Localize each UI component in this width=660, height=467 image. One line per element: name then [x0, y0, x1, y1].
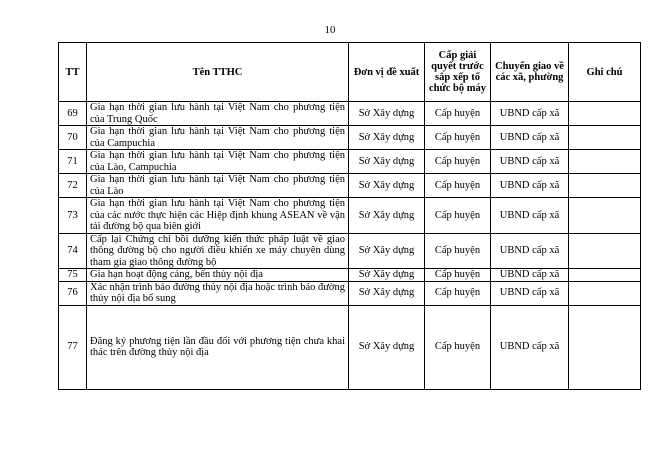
cell-tt: 74 [59, 233, 87, 269]
cell-level: Cấp huyện [425, 126, 491, 150]
cell-tt: 76 [59, 281, 87, 305]
cell-note [569, 281, 641, 305]
table-row [59, 126, 641, 150]
cell-name: Xác nhận trình báo đường thủy nội địa hoặc trình báo đường thủy nội địa bổ sung [87, 281, 349, 305]
cell-transfer: UBND cấp xã [491, 102, 569, 126]
header-tt: TT [59, 43, 87, 102]
cell-unit: Sở Xây dựng [349, 198, 425, 234]
cell-tt: 77 [59, 305, 87, 389]
cell-note [569, 233, 641, 269]
cell-note [569, 150, 641, 174]
cell-note [569, 174, 641, 198]
cell-tt: 75 [59, 269, 87, 282]
cell-unit: Sở Xây dựng [349, 126, 425, 150]
cell-tt: 71 [59, 150, 87, 174]
cell-unit: Sở Xây dựng [349, 305, 425, 389]
cell-level: Cấp huyện [425, 281, 491, 305]
cell-transfer: UBND cấp xã [491, 198, 569, 234]
cell-unit: Sở Xây dựng [349, 281, 425, 305]
table-row [59, 174, 641, 198]
table-row [59, 233, 641, 269]
header-transfer: Chuyển giao về các xã, phường [491, 43, 569, 102]
table-row [59, 102, 641, 126]
cell-level: Cấp huyện [425, 233, 491, 269]
header-unit: Đơn vị đề xuất [349, 43, 425, 102]
table-row [59, 281, 641, 305]
header-note: Ghi chú [569, 43, 641, 102]
table-row [59, 305, 641, 389]
cell-transfer: UBND cấp xã [491, 174, 569, 198]
cell-tt: 72 [59, 174, 87, 198]
cell-transfer: UBND cấp xã [491, 269, 569, 282]
cell-tt: 69 [59, 102, 87, 126]
table-row [59, 269, 641, 282]
cell-level: Cấp huyện [425, 305, 491, 389]
cell-transfer: UBND cấp xã [491, 150, 569, 174]
cell-name: Gia hạn hoạt động cảng, bến thủy nội địa [87, 269, 349, 282]
cell-name: Đăng ký phương tiện lần đầu đối với phương tiện chưa khai thác trên đường thủy nội địa [87, 305, 349, 389]
cell-name: Cấp lại Chứng chỉ bồi dưỡng kiến thức pháp luật về giao thông đường bộ cho người điều khiển xe máy chuyên dùng tham gia giao thông đường bộ [87, 233, 349, 269]
cell-name: Gia hạn thời gian lưu hành tại Việt Nam cho phương tiện của Lào, Campuchia [87, 150, 349, 174]
cell-level: Cấp huyện [425, 198, 491, 234]
cell-note [569, 305, 641, 389]
header-name: Tên TTHC [87, 43, 349, 102]
cell-note [569, 126, 641, 150]
cell-transfer: UBND cấp xã [491, 281, 569, 305]
cell-level: Cấp huyện [425, 102, 491, 126]
cell-transfer: UBND cấp xã [491, 233, 569, 269]
cell-name: Gia hạn thời gian lưu hành tại Việt Nam cho phương tiện của Trung Quốc [87, 102, 349, 126]
cell-name: Gia hạn thời gian lưu hành tại Việt Nam cho phương tiện của các nước thực hiện các Hiệp định khung ASEAN về vận tải đường bộ qua biên giới [87, 198, 349, 234]
cell-unit: Sở Xây dựng [349, 102, 425, 126]
cell-unit: Sở Xây dựng [349, 269, 425, 282]
cell-tt: 73 [59, 198, 87, 234]
cell-unit: Sở Xây dựng [349, 174, 425, 198]
cell-unit: Sở Xây dựng [349, 233, 425, 269]
cell-transfer: UBND cấp xã [491, 305, 569, 389]
cell-name: Gia hạn thời gian lưu hành tại Việt Nam cho phương tiện của Lào [87, 174, 349, 198]
cell-note [569, 269, 641, 282]
procedures-table [58, 42, 641, 390]
header-level: Cấp giải quyết trước sắp xếp tổ chức bộ máy [425, 43, 491, 102]
cell-note [569, 198, 641, 234]
cell-name: Gia hạn thời gian lưu hành tại Việt Nam cho phương tiện của Campuchia [87, 126, 349, 150]
table-row [59, 198, 641, 234]
cell-note [569, 102, 641, 126]
cell-level: Cấp huyện [425, 174, 491, 198]
cell-unit: Sở Xây dựng [349, 150, 425, 174]
cell-tt: 70 [59, 126, 87, 150]
page-number: 10 [324, 24, 336, 36]
cell-level: Cấp huyện [425, 269, 491, 282]
table-header-row [59, 43, 641, 102]
table-row [59, 150, 641, 174]
cell-level: Cấp huyện [425, 150, 491, 174]
cell-transfer: UBND cấp xã [491, 126, 569, 150]
